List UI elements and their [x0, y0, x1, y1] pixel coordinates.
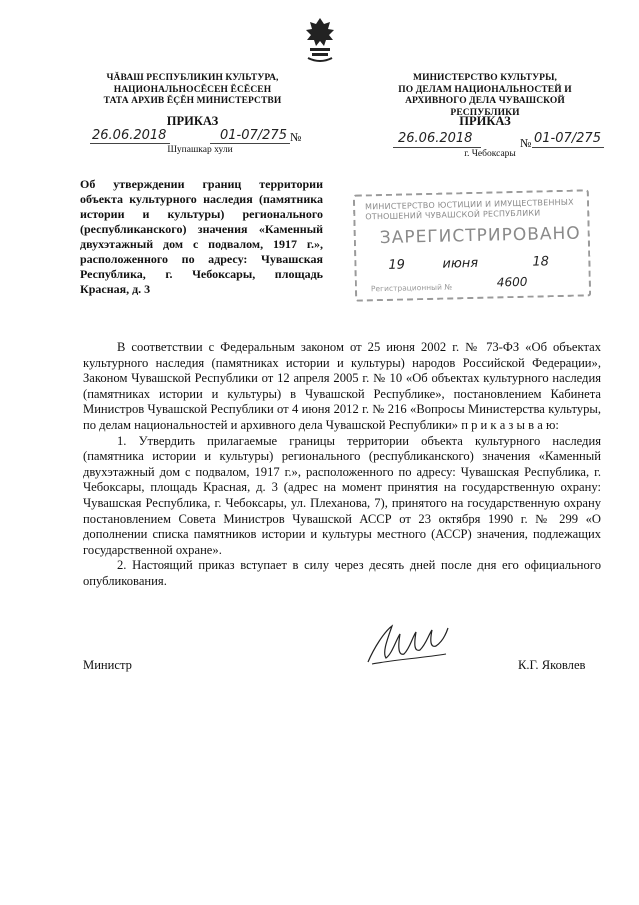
right-header-line2: ПО ДЕЛАМ НАЦИОНАЛЬНОСТЕЙ И — [398, 84, 572, 95]
signature-position: Министр — [83, 658, 132, 672]
left-number-hand: 01-07/275 — [220, 128, 287, 143]
stamp-reg-number: 4600 — [496, 274, 528, 290]
left-header-line2: НАЦИОНАЛЬНОСĔСЕН ĔСĔСЕН — [113, 84, 272, 95]
document-title: Об утверждении границ территории объекта культурного наследия (памятника истории и культуры) регионального (республиканского) значения «Каменный двухэтажный дом с подвалом, 1917 г.», расположенного по адресу: Чувашская Республика, г. Чебоксары, площадь Красная, д. 3 — [80, 177, 323, 296]
left-number-sign: № — [290, 130, 302, 144]
registration-stamp — [353, 189, 591, 301]
right-header-line3: АРХИВНОГО ДЕЛА ЧУВАШСКОЙ РЕСПУБЛИКИ — [405, 96, 565, 118]
stamp-day: 19 — [388, 257, 406, 273]
stamp-month: июня — [442, 255, 479, 272]
right-header-line1: МИНИСТЕРСТВО КУЛЬТУРЫ, — [413, 73, 557, 83]
left-number-underline — [210, 143, 290, 144]
body-paragraph-1: В соответствии с Федеральным законом от 25 июня 2002 г. № 73-ФЗ «Об объектах культурного наследия (памятниках истории и культуры) народов Российской Федерации», Законом Чувашской Республики от 12 апреля 2005 г. № 10 «Об объектах культурного наследия (памятниках истории и культуры) в Чувашской Республике», постановлением Кабинета Министров Чувашской Республики от 4 июня 2012 г. № 216 «Вопросы Министерства культуры, по делам национальностей и архивного дела Чувашской Республики» п р и к а з ы в а ю: — [83, 340, 601, 432]
body-paragraph-3: 2. Настоящий приказ вступает в силу через десять дней после дня его официального опубликования. — [83, 558, 601, 588]
document-body — [83, 340, 601, 590]
handwritten-signature — [362, 618, 452, 670]
left-header-line3: ТАТА АРХИВ ĔÇĔН МИНИСТЕРСТВИ — [103, 96, 282, 106]
left-header — [90, 73, 295, 108]
emblem-icon — [300, 14, 340, 64]
right-number-hand: 01-07/275 — [534, 131, 601, 146]
right-date-hand: 26.06.2018 — [398, 131, 473, 146]
left-date-hand: 26.06.2018 — [92, 128, 167, 143]
body-paragraph-2: 1. Утвердить прилагаемые границы территории объекта культурного наследия (памятника истории и культуры) регионального (республиканского) значения «Каменный двухэтажный дом с подвалом, 1917 г.», расположенного по адресу: Чувашская Республика, г. Чебоксары, площадь Красная, д. 3 (адрес на момент принятия на государственную охрану: Чувашская Республика, г. Чебоксары, ул. Плеханова, 7), принятого на государственную охрану постановлением Совета Министров Чувашской АССР от 23 октября 1990 г. № 299 «О дополнении списка памятников истории и культуры местного (АССР) значения, подлежащих государственной охране». — [83, 433, 601, 557]
right-city: г. Чебоксары — [464, 149, 516, 159]
stamp-status: ЗАРЕГИСТРИРОВАНО — [379, 223, 581, 249]
signature-name: К.Г. Яковлев — [518, 658, 586, 672]
left-header-line1: ЧĂВАШ РЕСПУБЛИКИН КУЛЬТУРА, — [106, 73, 279, 83]
right-number-underline — [532, 147, 604, 148]
left-city: Шупашкар хули — [167, 145, 233, 155]
stamp-year: 18 — [532, 254, 550, 270]
right-date-underline — [393, 147, 481, 148]
right-order-title: ПРИКАЗ — [459, 114, 511, 128]
stamp-org: МИНИСТЕРСТВО ЮСТИЦИИ И ИМУЩЕСТВЕННЫХ ОТНОШЕНИЙ ЧУВАШСКОЙ РЕСПУБЛИКИ — [364, 197, 574, 222]
left-order-title: ПРИКАЗ — [166, 114, 219, 128]
left-date-underline — [90, 143, 170, 144]
right-number-sign: № — [520, 136, 532, 150]
right-header — [370, 73, 600, 119]
stamp-reg-label: Регистрационный № — [370, 282, 453, 294]
